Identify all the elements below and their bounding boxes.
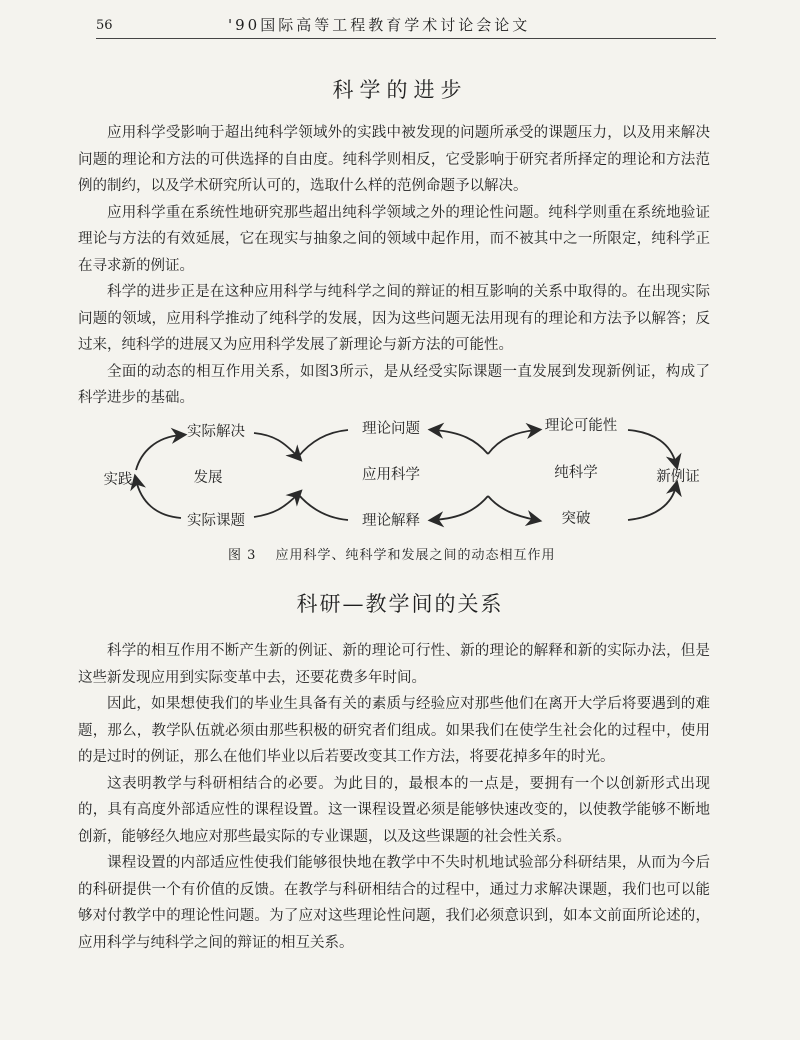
figure-caption bbox=[228, 544, 556, 563]
label-breakthrough: 突破 bbox=[561, 511, 591, 527]
paragraph: 全面的动态的相互作用关系，如图3所示，是从经受实际课题一直发展到发现新例证，构成了科学进步的基础。 bbox=[78, 363, 710, 406]
arc-top-right-b bbox=[488, 430, 536, 454]
label-theory-problem: 理论问题 bbox=[362, 421, 420, 437]
figure-3-diagram bbox=[86, 402, 726, 582]
label-new-example: 新例证 bbox=[656, 469, 700, 485]
section-title-progress: 科学的进步 bbox=[332, 78, 468, 102]
paragraph: 这表明教学与科研相结合的必要。为此目的，最根本的一点是，要拥有一个以创新形式出现的，具有高度外部适应性的课程设置。这一课程设置必须是能够快速改变的，以使教学能够不断地创新，能够经久地应对那些最实际的专业课题，以及这些课题的社会性关系。 bbox=[78, 775, 710, 845]
page-header bbox=[96, 12, 716, 39]
arc-top-right-a bbox=[434, 430, 488, 454]
section-title-research-teaching: 科研—教学间的关系 bbox=[296, 592, 504, 616]
arc-bottom-mid-a bbox=[254, 494, 298, 517]
arc-top-far-right bbox=[628, 430, 676, 464]
label-practical-problem: 实际课题 bbox=[187, 513, 245, 529]
arc-bottom-mid-b bbox=[298, 494, 348, 520]
caption-number: 图 3 bbox=[228, 548, 257, 563]
cycle-diagram bbox=[86, 402, 726, 542]
label-theory-possibility: 理论可能性 bbox=[544, 418, 618, 434]
arc-bottom-far-right bbox=[628, 486, 676, 520]
paragraph: 科学的进步正是在这种应用科学与纯科学之间的辩证的相互影响的关系中取得的。在出现实际问题的领域，应用科学推动了纯科学的发展，因为这些问题无法用现有的理论和方法予以解答；反过来，纯科学的进展又为应用科学发展了新理论与新方法的可能性。 bbox=[78, 284, 710, 353]
label-theory-explanation: 理论解释 bbox=[362, 513, 420, 529]
arc-top-mid-b bbox=[298, 430, 348, 457]
label-pure-science: 纯科学 bbox=[554, 465, 598, 481]
label-practice: 实践 bbox=[103, 472, 133, 488]
caption-text: 应用科学、纯科学和发展之间的动态相互作用 bbox=[275, 548, 556, 563]
section-body-progress bbox=[78, 120, 710, 412]
paragraph: 应用科学受影响于超出纯科学领域外的实践中被发现的问题所承受的课题压力，以及用来解决问题的理论和方法的可供选择的自由度。纯科学则相反，它受影响于研究者所择定的理论和方法范例的制约，以及学术研究所认可的，选取什么样的范例命题予以解决。 bbox=[78, 125, 710, 194]
paragraph: 科学的相互作用不断产生新的例证、新的理论可行性、新的理论的解释和新的实际办法，但是这些新发现应用到实际变革中去，还要花费多年时间。 bbox=[78, 643, 710, 686]
label-practical-solution: 实际解决 bbox=[187, 424, 245, 440]
paragraph: 应用科学重在系统性地研究那些超出纯科学领域之外的理论性问题。纯科学则重在系统地验证理论与方法的有效延展，它在现实与抽象之间的领域中起作用，而不被其中之一所限定，纯科学正在寻求新的例证。 bbox=[78, 204, 710, 274]
label-development: 发展 bbox=[193, 470, 223, 486]
arc-bottom-right-b bbox=[488, 496, 536, 520]
paragraph: 因此，如果想使我们的毕业生具备有关的素质与经验应对那些他们在离开大学后将要遇到的难题，那么，教学队伍就必须由那些积极的研究者们组成。如果我们在使学生社会化的过程中，使用的是过时的例证，那么在他们毕业以后若要改变其工作方法，将要花掉多年的时光。 bbox=[78, 696, 710, 765]
arc-bottom-right-a bbox=[434, 496, 488, 520]
label-applied-science: 应用科学 bbox=[362, 467, 420, 483]
paragraph: 课程设置的内部适应性使我们能够很快地在教学中不失时机地试验部分科研结果，从而为今后的科研提供一个有价值的反馈。在教学与科研相结合的过程中，通过力求解决课题，我们也可以能够对付教学中的理论性问题。为了应对这些理论性问题，我们必须意识到，如本文前面所论述的，应用科学与纯科学之间的辩证的相互关系。 bbox=[78, 855, 710, 951]
arc-top-left bbox=[136, 435, 181, 470]
section-body-research-teaching bbox=[78, 638, 710, 956]
arc-top-mid-a bbox=[254, 433, 298, 457]
running-title: '90国际高等工程教育学术讨论会论文 bbox=[228, 16, 531, 34]
page-number: 56 bbox=[96, 18, 113, 33]
arc-bottom-left bbox=[136, 480, 181, 518]
